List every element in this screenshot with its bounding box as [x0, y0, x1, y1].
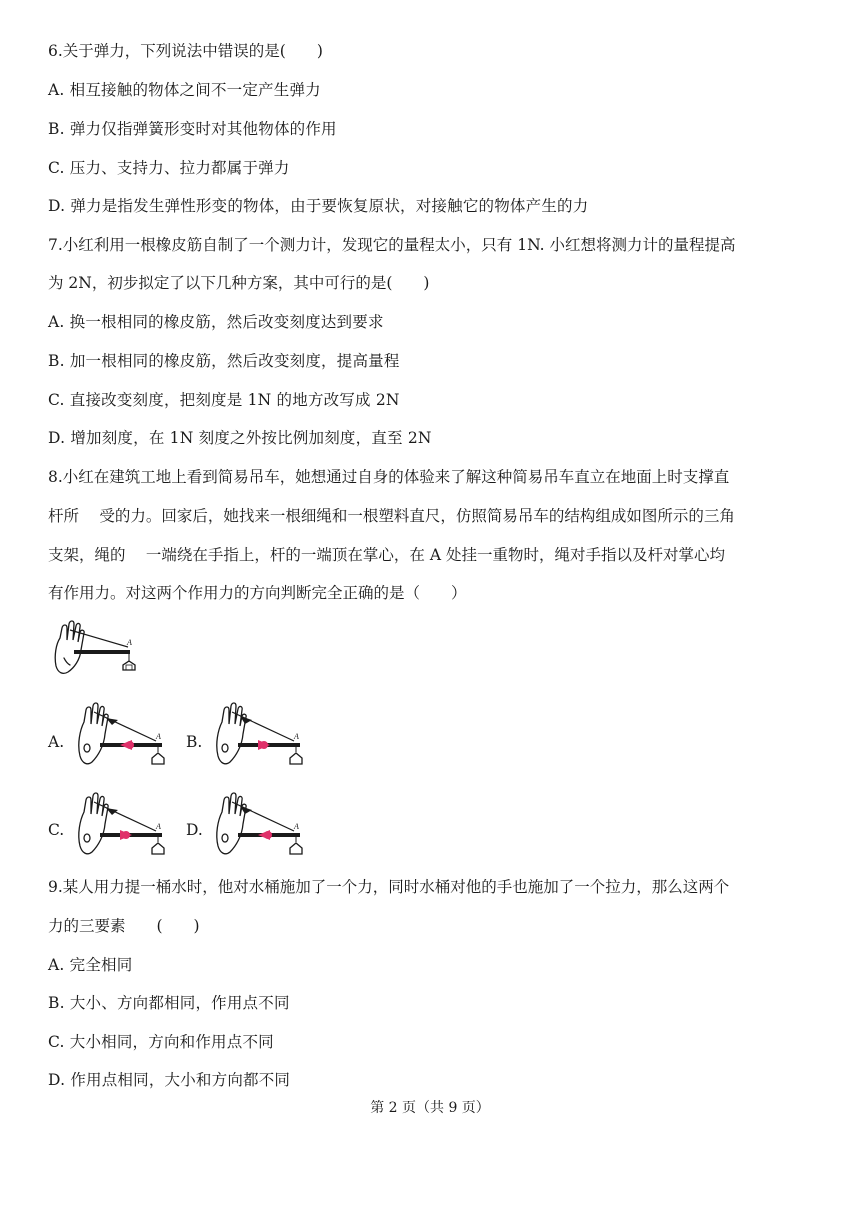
q8-option-b-figure[interactable] — [210, 700, 310, 772]
q8-option-c-label: C. — [48, 821, 65, 839]
hand-icon — [217, 793, 246, 854]
q7-option-b: B. 加一根相同的橡皮筋，然后改变刻度，提高量程 — [48, 352, 400, 370]
hand-icon — [79, 703, 108, 764]
q8-option-c-figure[interactable] — [72, 790, 172, 862]
q8-stem-line4: 有作用力。对这两个作用力的方向判断完全正确的是（ ） — [48, 584, 467, 602]
q7-stem-line2: 为 2N，初步拟定了以下几种方案，其中可行的是( ) — [48, 274, 430, 292]
q7-stem-line1: 7.小红利用一根橡皮筋自制了一个测力计，发现它的量程太小，只有 1N. 小红想将测力计的量程提高 — [48, 236, 736, 254]
hand-icon — [79, 793, 108, 854]
q7-option-c: C. 直接改变刻度，把刻度是 1N 的地方改写成 2N — [48, 391, 400, 409]
svg-text:A: A — [156, 732, 161, 741]
q8-option-a-figure[interactable] — [72, 700, 172, 772]
weight-icon — [290, 753, 302, 764]
q9-option-b: B. 大小、方向都相同，作用点不同 — [48, 994, 290, 1012]
q7-option-d: D. 增加刻度，在 1N 刻度之外按比例加刻度，直至 2N — [48, 429, 432, 447]
q8-option-b-label: B. — [186, 733, 203, 751]
q8-stem-line3: 支架，绳的 一端绕在手指上，杆的一端顶在掌心，在 A 处挂一重物时，绳对手指以及杆对掌心均 — [48, 546, 725, 564]
q9-stem-line2: 力的三要素 ( ) — [48, 917, 200, 935]
weight-icon — [123, 661, 135, 670]
q8-option-d-label: D. — [186, 821, 203, 839]
weight-icon — [290, 843, 302, 854]
q6-option-a: A. 相互接触的物体之间不一定产生弹力 — [48, 81, 321, 99]
point-a-label: A — [127, 638, 132, 647]
q8-option-a-label: A. — [48, 733, 65, 751]
weight-icon — [152, 843, 164, 854]
q6-option-d: D. 弹力是指发生弹性形变的物体，由于要恢复原状，对接触它的物体产生的力 — [48, 197, 589, 215]
hand-icon — [217, 703, 246, 764]
q7-option-a: A. 换一根相同的橡皮筋，然后改变刻度达到要求 — [48, 313, 384, 331]
q9-option-d: D. 作用点相同，大小和方向都不同 — [48, 1071, 291, 1089]
svg-text:A: A — [156, 822, 161, 831]
q6-option-b: B. 弹力仅指弹簧形变时对其他物体的作用 — [48, 120, 337, 138]
q8-main-figure — [50, 620, 140, 682]
q9-stem-line1: 9.某人用力提一桶水时，他对水桶施加了一个力，同时水桶对他的手也施加了一个拉力，那么这两个 — [48, 878, 730, 896]
q8-option-d-figure[interactable] — [210, 790, 310, 862]
q6-stem: 6.关于弹力，下列说法中错误的是( ) — [48, 42, 323, 60]
q9-option-c: C. 大小相同，方向和作用点不同 — [48, 1033, 274, 1051]
q8-stem-line2: 杆所 受的力。回家后，她找来一根细绳和一根塑料直尺，仿照简易吊车的结构组成如图所示的三角 — [48, 507, 735, 525]
page-number-footer: 第 2 页（共 9 页） — [370, 1100, 490, 1116]
q6-option-c: C. 压力、支持力、拉力都属于弹力 — [48, 159, 290, 177]
svg-text:A: A — [294, 732, 299, 741]
hand-icon — [55, 621, 84, 673]
weight-icon — [152, 753, 164, 764]
q9-option-a: A. 完全相同 — [48, 956, 133, 974]
q8-stem-line1: 8.小红在建筑工地上看到简易吊车，她想通过自身的体验来了解这种简易吊车直立在地面上时支撑直 — [48, 468, 730, 486]
svg-text:A: A — [294, 822, 299, 831]
